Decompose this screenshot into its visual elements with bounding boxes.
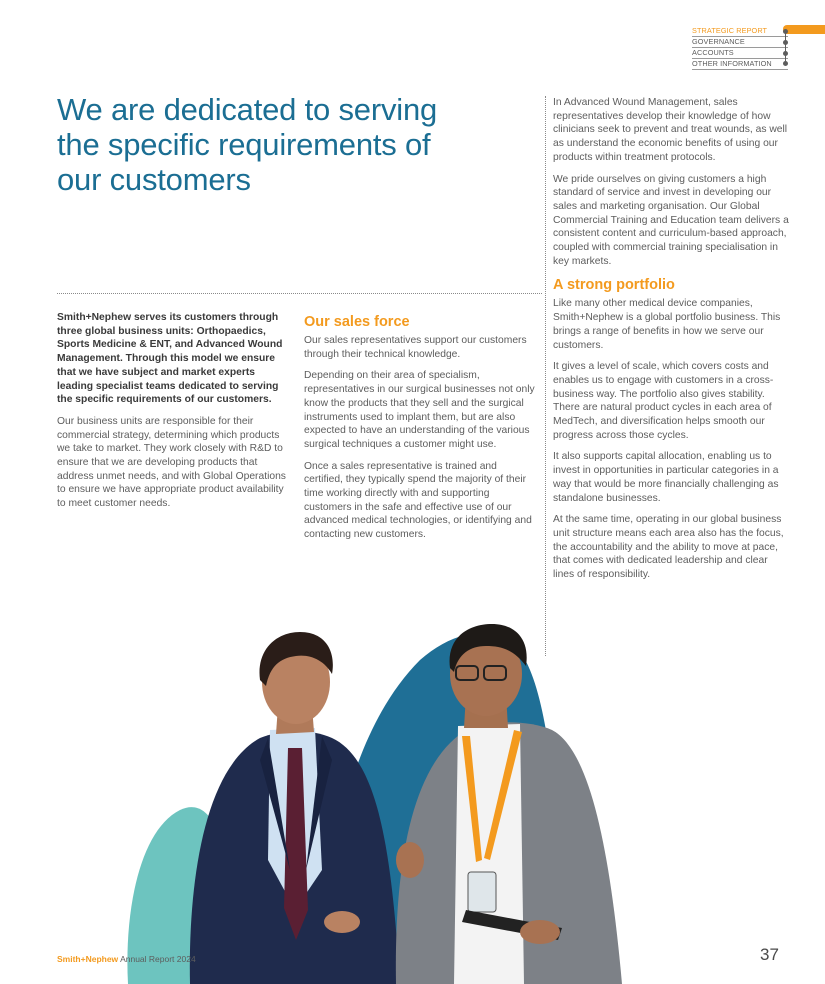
nav-track-line (785, 30, 786, 65)
portfolio-heading: A strong portfolio (553, 277, 675, 294)
portfolio-paragraph: It also supports capital allocation, enabling us to invest in opportunities in particular categories in a way that would be more financially challenging as standalone businesses. (553, 451, 779, 504)
service-paragraph: We pride ourselves on giving customers a high standard of service and invest in developing our sales and marketing organisation. Our Global Commercial Training and Education team delivers a consistent content and curriculum-based approach, coupled with commercial training specialisation in key markets. (553, 173, 789, 267)
section-nav (692, 26, 788, 70)
horizontal-divider (57, 293, 542, 294)
colleagues-photo (110, 610, 640, 984)
vertical-divider (545, 96, 546, 656)
page-number: 37 (760, 945, 779, 964)
sales-force-paragraph: Once a sales representative is trained and certified, they typically spend the majority of their time working directly with and supporting customers in the safe and effective use of our advanced medical technologies, or identifying and contacting new customers. (304, 460, 532, 541)
intro-column (57, 311, 291, 519)
nav-dot (783, 61, 788, 66)
portfolio-paragraph: At the same time, operating in our global business unit structure means each area also has the focus, the accountability and the ability to move at pace, that comes with dedicated leadership and clear lines of responsibility. (553, 514, 784, 581)
nav-strategic-report[interactable]: STRATEGIC REPORT (692, 26, 788, 37)
page-title: We are dedicated to serving the specific requirements of our customers (57, 92, 438, 197)
footer-brand (57, 954, 196, 965)
footer-brand-name: Smith+Nephew (57, 954, 119, 964)
nav-active-marker (783, 25, 825, 34)
nav-accounts[interactable]: ACCOUNTS (692, 48, 788, 59)
intro-lead: Smith+Nephew serves its customers through three global business units: Orthopaedics, Sports Medicine & ENT, and Advanced Wound Management. Through this model we ensure that we have subject and market experts leading specialist teams dedicated to serving the specific requirements of our customers. (57, 312, 283, 406)
footer-report-title: Annual Report 2024 (118, 954, 196, 964)
portfolio-paragraph: It gives a level of scale, which covers costs and enables us to engage with customers in a cross-business way. The portfolio also gives stability. There are natural product cycles in each area of MedTech, and diversification helps smooth our progress across those cycles. (553, 361, 774, 441)
wound-management-paragraph: In Advanced Wound Management, sales representatives develop their knowledge of how clinicians seek to prevent and treat wounds, as well as understand the economic benefits of using our products within treatment protocols. (553, 97, 788, 163)
nav-dot (783, 40, 788, 45)
nav-dot (783, 29, 788, 34)
nav-dot (783, 51, 788, 56)
sales-force-paragraph: Depending on their area of specialism, representatives in our surgical businesses not only know the products that they sell and the surgical instruments used to implant them, but are also expected to have an understanding of the various surgical techniques a customer might use. (304, 370, 535, 450)
nav-governance[interactable]: GOVERNANCE (692, 37, 788, 48)
portfolio-column (553, 96, 789, 590)
nav-other-information[interactable]: OTHER INFORMATION (692, 59, 788, 70)
sales-force-paragraph: Our sales representatives support our customers through their technical knowledge. (304, 335, 527, 360)
intro-body: Our business units are responsible for their commercial strategy, determining which products we take to market. They work closely with R&D to ensure that we are developing products that address unmet needs, and with Global Operations to ensure we have appropriate product availability to meet customer needs. (57, 415, 286, 510)
sales-force-column (304, 313, 536, 550)
portfolio-paragraph: Like many other medical device companies, Smith+Nephew is a global portfolio business. This brings a range of benefits in how we serve our customers. (553, 298, 781, 351)
sales-force-heading: Our sales force (304, 314, 410, 330)
left-person (190, 632, 400, 984)
